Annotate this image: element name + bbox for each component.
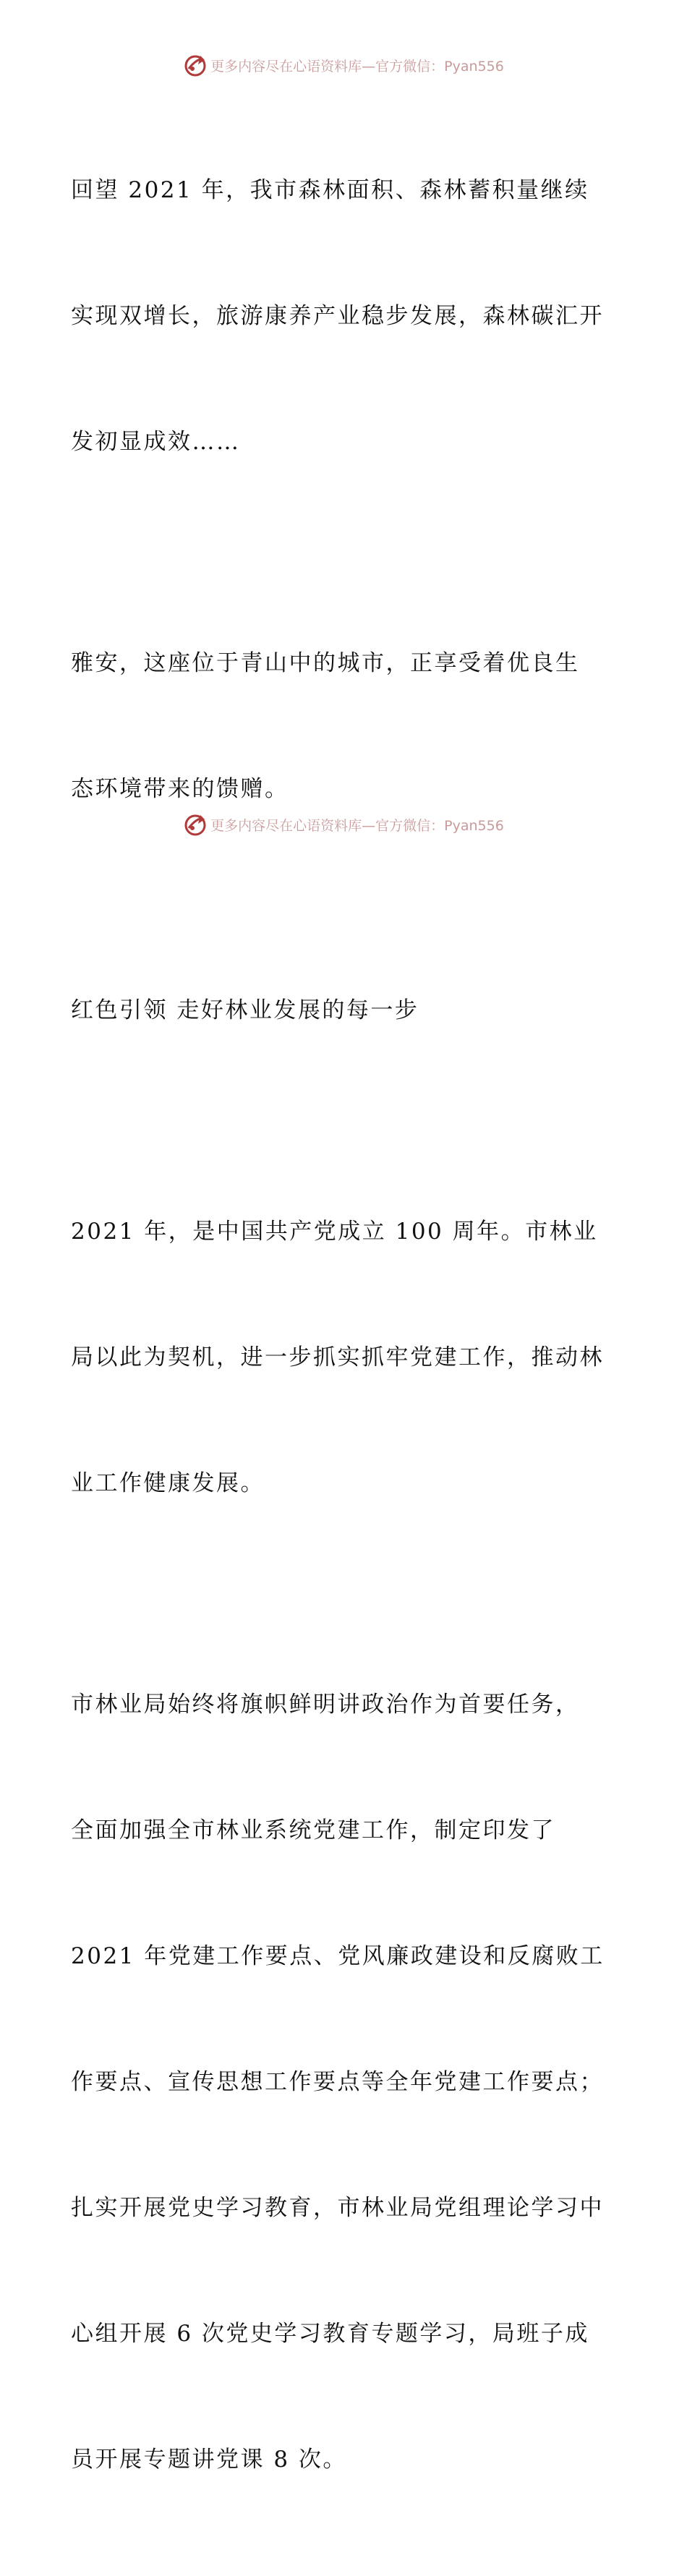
paragraph	[71, 558, 620, 894]
text-line: 回望 2021 年，我市森林面积、森林蓄积量继续	[71, 177, 589, 203]
text-line: 态环境带来的馈赠。	[71, 776, 289, 802]
document-body	[71, 85, 620, 2576]
footer-banner-text: 更多内容尽在心语资料库—官方微信：Pyan556	[210, 817, 504, 834]
footer-banner	[0, 810, 687, 839]
text-line: 2021 年党建工作要点、党风廉政建设和反腐败工	[71, 1943, 605, 1969]
text-line: 发初显成效……	[71, 429, 241, 455]
text-line: 局以此为契机，进一步抓实抓牢党建工作，推动林	[71, 1344, 604, 1370]
section-heading	[71, 905, 620, 1115]
header-banner	[0, 51, 687, 80]
text-line: 2021 年，是中国共产党成立 100 周年。市林业	[71, 1219, 598, 1245]
text-line: 扎实开展党史学习教育，市林业局党组理论学习中	[71, 2195, 604, 2221]
text-line: 心组开展 6 次党史学习教育专题学习，局班子成	[71, 2321, 589, 2347]
paragraph	[71, 85, 620, 547]
text-line: 红色引领 走好林业发展的每一步	[71, 997, 419, 1023]
text-line: 实现双增长，旅游康养产业稳步发展，森林碳汇开	[71, 303, 604, 329]
text-line: 雅安，这座位于青山中的城市，正享受着优良生	[71, 650, 580, 676]
text-line: 作要点、宣传思想工作要点等全年党建工作要点；	[71, 2069, 604, 2095]
text-line: 员开展专题讲党课 8 次。	[71, 2447, 347, 2473]
paragraph	[71, 1127, 620, 1588]
text-line: 全面加强全市林业系统党建工作，制定印发了	[71, 1817, 555, 1843]
logo-icon	[183, 812, 208, 837]
paragraph	[71, 1600, 620, 2564]
text-line: 业工作健康发展。	[71, 1470, 265, 1496]
text-line: 市林业局始终将旗帜鲜明讲政治作为首要任务，	[71, 1692, 580, 1718]
header-banner-text: 更多内容尽在心语资料库—官方微信：Pyan556	[210, 58, 504, 74]
logo-icon	[183, 53, 208, 77]
